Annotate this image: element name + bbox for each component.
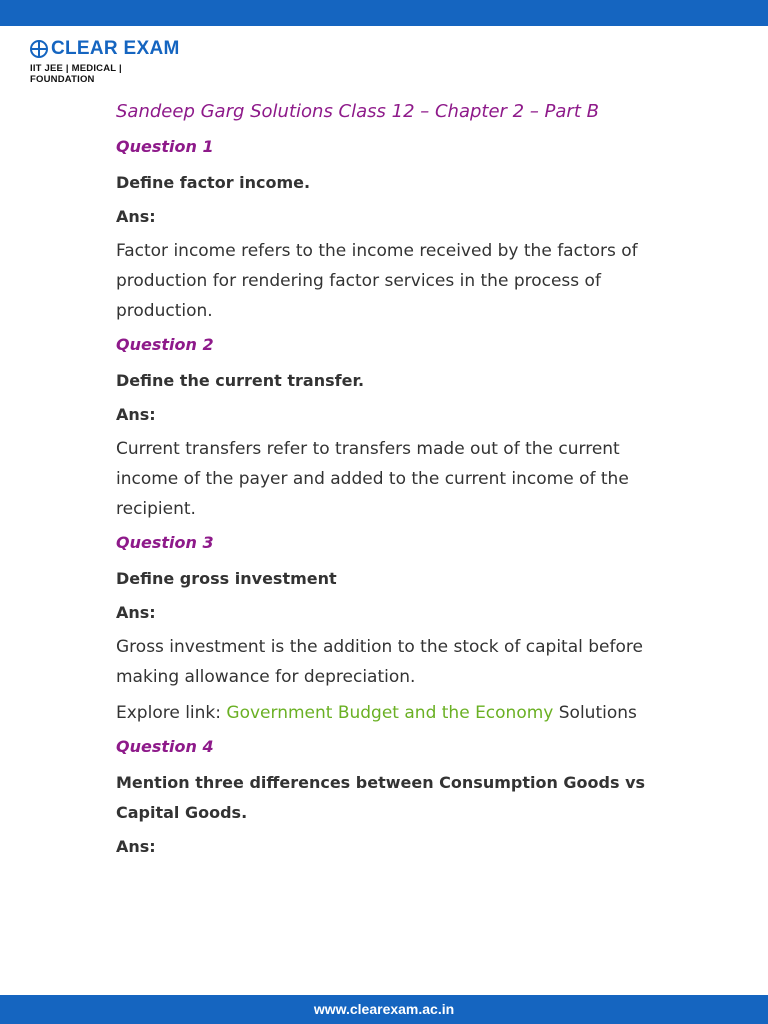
answer-4-label: Ans: [116,837,156,856]
logo-brand-row [30,38,180,60]
question-2-text: Define the current transfer. [116,371,365,390]
brand-tagline: IIT JEE | MEDICAL | FOUNDATION [30,63,122,85]
answer-2-label: Ans: [116,405,156,424]
question-1-label: Question 1 [116,137,214,156]
footer-url[interactable]: www.clearexam.ac.in [313,1001,455,1017]
question-3-text: Define gross investment [116,569,337,588]
government-budget-link[interactable]: Government Budget and the Economy [226,703,554,723]
question-1-text: Define factor income. [116,173,311,192]
document-title: Sandeep Garg Solutions Class 12 – Chapter 2 – Part B [116,101,599,122]
document-body [116,98,676,866]
answer-2-text: Current transfers refer to transfers made out of the current income of the payer and added to the current income of the recipient. [116,439,629,519]
explore-link-paragraph [116,698,676,728]
question-4-text: Mention three differences between Consumption Goods vs Capital Goods. [116,773,646,822]
clear-exam-logo[interactable] [30,38,180,85]
question-2-label: Question 2 [116,335,214,354]
footer-bar [0,995,768,1024]
brand-name: CLEAR EXAM [51,38,180,59]
answer-3-label: Ans: [116,603,156,622]
globe-icon [30,40,48,58]
answer-1-text: Factor income refers to the income received by the factors of production for rendering factor services in the process of production. [116,241,638,321]
answer-1-label: Ans: [116,207,156,226]
explore-link-prefix: Explore link: [116,703,227,723]
answer-3-text: Gross investment is the addition to the stock of capital before making allowance for depreciation. [116,637,643,687]
explore-link-suffix: Solutions [553,703,637,723]
question-3-label: Question 3 [116,533,214,552]
question-4-label: Question 4 [116,737,214,756]
top-banner-bar [0,0,768,26]
